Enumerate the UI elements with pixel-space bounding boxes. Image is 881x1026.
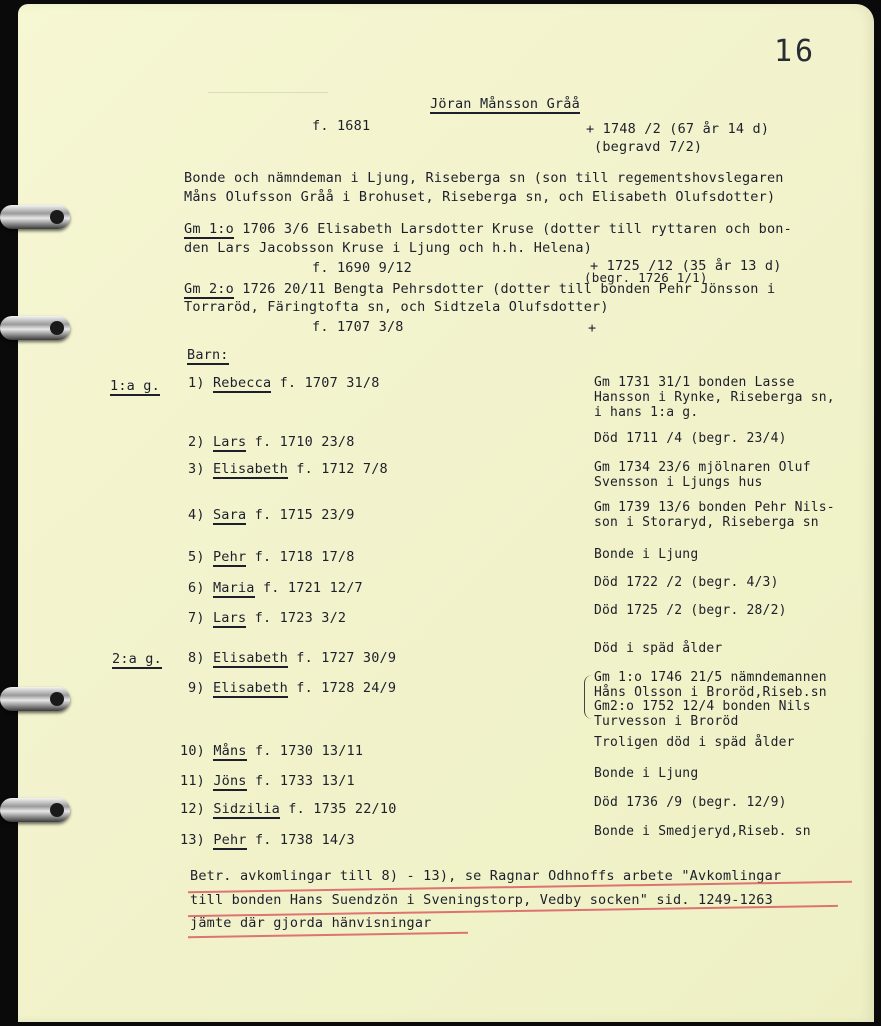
child-number: 9) <box>188 680 205 696</box>
child-note: Turvesson i Broröd <box>594 713 739 729</box>
child-note: Svensson i Ljungs hus <box>594 475 763 490</box>
bleed-through <box>208 92 328 101</box>
child-birth: f. 1723 3/2 <box>254 610 347 626</box>
marriage-1-label: Gm 1:o <box>184 221 234 237</box>
marriage-1-line-1 <box>184 221 792 237</box>
footnote-line-3: jämte där gjorda hänvisningar <box>190 915 432 931</box>
child-name: Jöns <box>213 773 247 789</box>
marriage-1-text: 1706 3/6 Elisabeth Larsdotter Kruse (dotter till ryttaren och bon- <box>233 221 792 237</box>
binder-ring <box>0 687 70 711</box>
child-entry <box>180 773 355 789</box>
child-number: 10) <box>180 743 205 759</box>
binder-ring <box>0 205 70 229</box>
child-note: Håns Olsson i Broröd,Riseb.sn <box>594 684 827 700</box>
spouse-1-birth: f. 1690 9/12 <box>312 260 412 276</box>
child-note: Död 1722 /2 (begr. 4/3) <box>594 575 779 590</box>
child-note: Död 1711 /4 (begr. 23/4) <box>594 431 787 446</box>
children-heading <box>187 347 229 363</box>
child-name: Lars <box>212 610 247 626</box>
child-note: Troligen död i späd ålder <box>594 735 795 750</box>
child-number: 7) <box>188 610 205 626</box>
marriage-1-line-2: den Lars Jacobsson Kruse i Ljung och h.h. Helena) <box>184 240 593 256</box>
child-number: 2) <box>188 434 205 450</box>
person-death: + 1748 /2 (67 år 14 d) <box>586 121 770 137</box>
person-title: Jöran Månsson Gråå <box>430 96 580 112</box>
marriage-1-group-label <box>110 378 160 394</box>
child-birth: f. 1727 30/9 <box>296 650 397 666</box>
child-note: Död 1725 /2 (begr. 28/2) <box>594 603 787 618</box>
child-note: Gm2:o 1752 12/4 bonden Nils <box>594 699 811 714</box>
child-note: Bonde i Ljung <box>594 766 699 781</box>
child-entry <box>188 680 396 696</box>
child-name: Måns <box>213 743 247 759</box>
marriage-2-line-1 <box>184 281 775 297</box>
child-note: Bonde i Ljung <box>594 547 699 562</box>
spouse-2-birth: f. 1707 3/8 <box>312 319 404 335</box>
intro-line-2: Måns Olufsson Gråå i Brohuset, Riseberga sn, och Elisabeth Olufsdotter) <box>184 189 776 205</box>
child-entry <box>188 610 346 626</box>
child-number: 1) <box>188 375 205 391</box>
child-birth: f. 1718 17/8 <box>254 549 355 565</box>
footnote-line-1: Betr. avkomlingar till 8) - 13), se Ragnar Odhnoffs arbete "Avkomlingar <box>190 868 782 884</box>
child-entry <box>180 801 397 817</box>
child-name: Elisabeth <box>212 650 288 666</box>
child-note: Död 1736 /9 (begr. 12/9) <box>594 795 787 810</box>
child-number: 8) <box>188 650 205 666</box>
intro-line-1: Bonde och nämndeman i Ljung, Riseberga sn (son till regementshovslegaren <box>184 170 784 186</box>
binder-ring <box>0 798 70 822</box>
children-heading-label: Barn: <box>187 347 229 363</box>
marriage-2-group-text: 2:a g. <box>112 651 162 667</box>
page-number: 16 <box>774 34 817 69</box>
child-name: Pehr <box>213 832 247 848</box>
child-entry <box>188 650 396 666</box>
child-entry <box>188 434 355 450</box>
child-number: 5) <box>188 549 205 565</box>
spouse-1-death: + 1725 /12 (35 år 13 d) <box>590 258 782 274</box>
child-note: Gm 1:o 1746 21/5 nämndemannen <box>594 670 827 685</box>
child-entry <box>188 549 355 565</box>
child-note: Gm 1739 13/6 bonden Pehr Nils- <box>594 500 835 515</box>
child-birth: f. 1738 14/3 <box>254 832 355 848</box>
marriage-2-line-2: Torraröd, Färingtofta sn, och Sidtzela Olufsdotter) <box>184 299 609 315</box>
child-number: 13) <box>180 832 205 848</box>
marriage-2-label: Gm 2:o <box>184 281 234 297</box>
child-number: 4) <box>188 507 205 523</box>
child-number: 11) <box>180 773 205 789</box>
child-name: Maria <box>212 580 255 596</box>
child-birth: f. 1730 13/11 <box>254 743 364 759</box>
child-birth: f. 1735 22/10 <box>288 801 397 817</box>
child-note: son i Storaryd, Riseberga sn <box>594 515 819 530</box>
child-note: i hans 1:a g. <box>594 405 699 420</box>
child-birth: f. 1710 23/8 <box>254 434 355 450</box>
child-entry <box>188 580 363 596</box>
child-birth: f. 1712 7/8 <box>296 461 388 477</box>
spouse-2-death: + <box>588 320 597 336</box>
spouse-1-burial: (begr. 1726 1/1) <box>584 270 708 285</box>
footnote-line-2: till bonden Hans Suendzön i Sveningstorp, Vedby socken" sid. 1249-1263 <box>190 892 773 908</box>
child-number: 6) <box>188 580 205 596</box>
person-birth: f. 1681 <box>312 118 371 134</box>
child-name: Lars <box>212 434 247 450</box>
child-entry <box>188 461 388 477</box>
child-name: Rebecca <box>212 375 272 391</box>
marriage-1-group-text: 1:a g. <box>110 378 160 394</box>
child-name: Sara <box>212 507 247 523</box>
binder-ring <box>0 316 70 340</box>
child-entry <box>180 832 355 848</box>
child-birth: f. 1721 12/7 <box>262 580 363 596</box>
note-bracket <box>584 675 595 719</box>
child-note: Bonde i Smedjeryd,Riseb. sn <box>594 824 811 839</box>
child-note: Död i späd ålder <box>594 641 723 656</box>
child-number: 12) <box>180 801 205 817</box>
child-name: Sidzilia <box>213 801 280 817</box>
person-burial: (begravd 7/2) <box>594 139 703 155</box>
child-note: Gm 1731 31/1 bonden Lasse <box>594 375 795 390</box>
child-entry <box>180 743 363 759</box>
marriage-2-group-label <box>112 651 162 667</box>
child-entry <box>188 507 355 523</box>
child-name: Elisabeth <box>212 680 288 696</box>
child-note: Hansson i Rynke, Riseberga sn, <box>594 390 835 405</box>
child-birth: f. 1715 23/9 <box>254 507 355 523</box>
child-name: Pehr <box>212 549 247 565</box>
child-birth: f. 1728 24/9 <box>296 680 397 696</box>
child-number: 3) <box>188 461 205 477</box>
child-note: Gm 1734 23/6 mjölnaren Oluf <box>594 460 811 475</box>
marriage-2-text: 1726 20/11 Bengta Pehrsdotter (dotter till bonden Pehr Jönsson i <box>233 281 776 297</box>
child-name: Elisabeth <box>212 461 288 477</box>
child-entry <box>188 375 380 391</box>
child-birth: f. 1733 13/1 <box>254 773 355 789</box>
child-birth: f. 1707 31/8 <box>279 375 380 391</box>
